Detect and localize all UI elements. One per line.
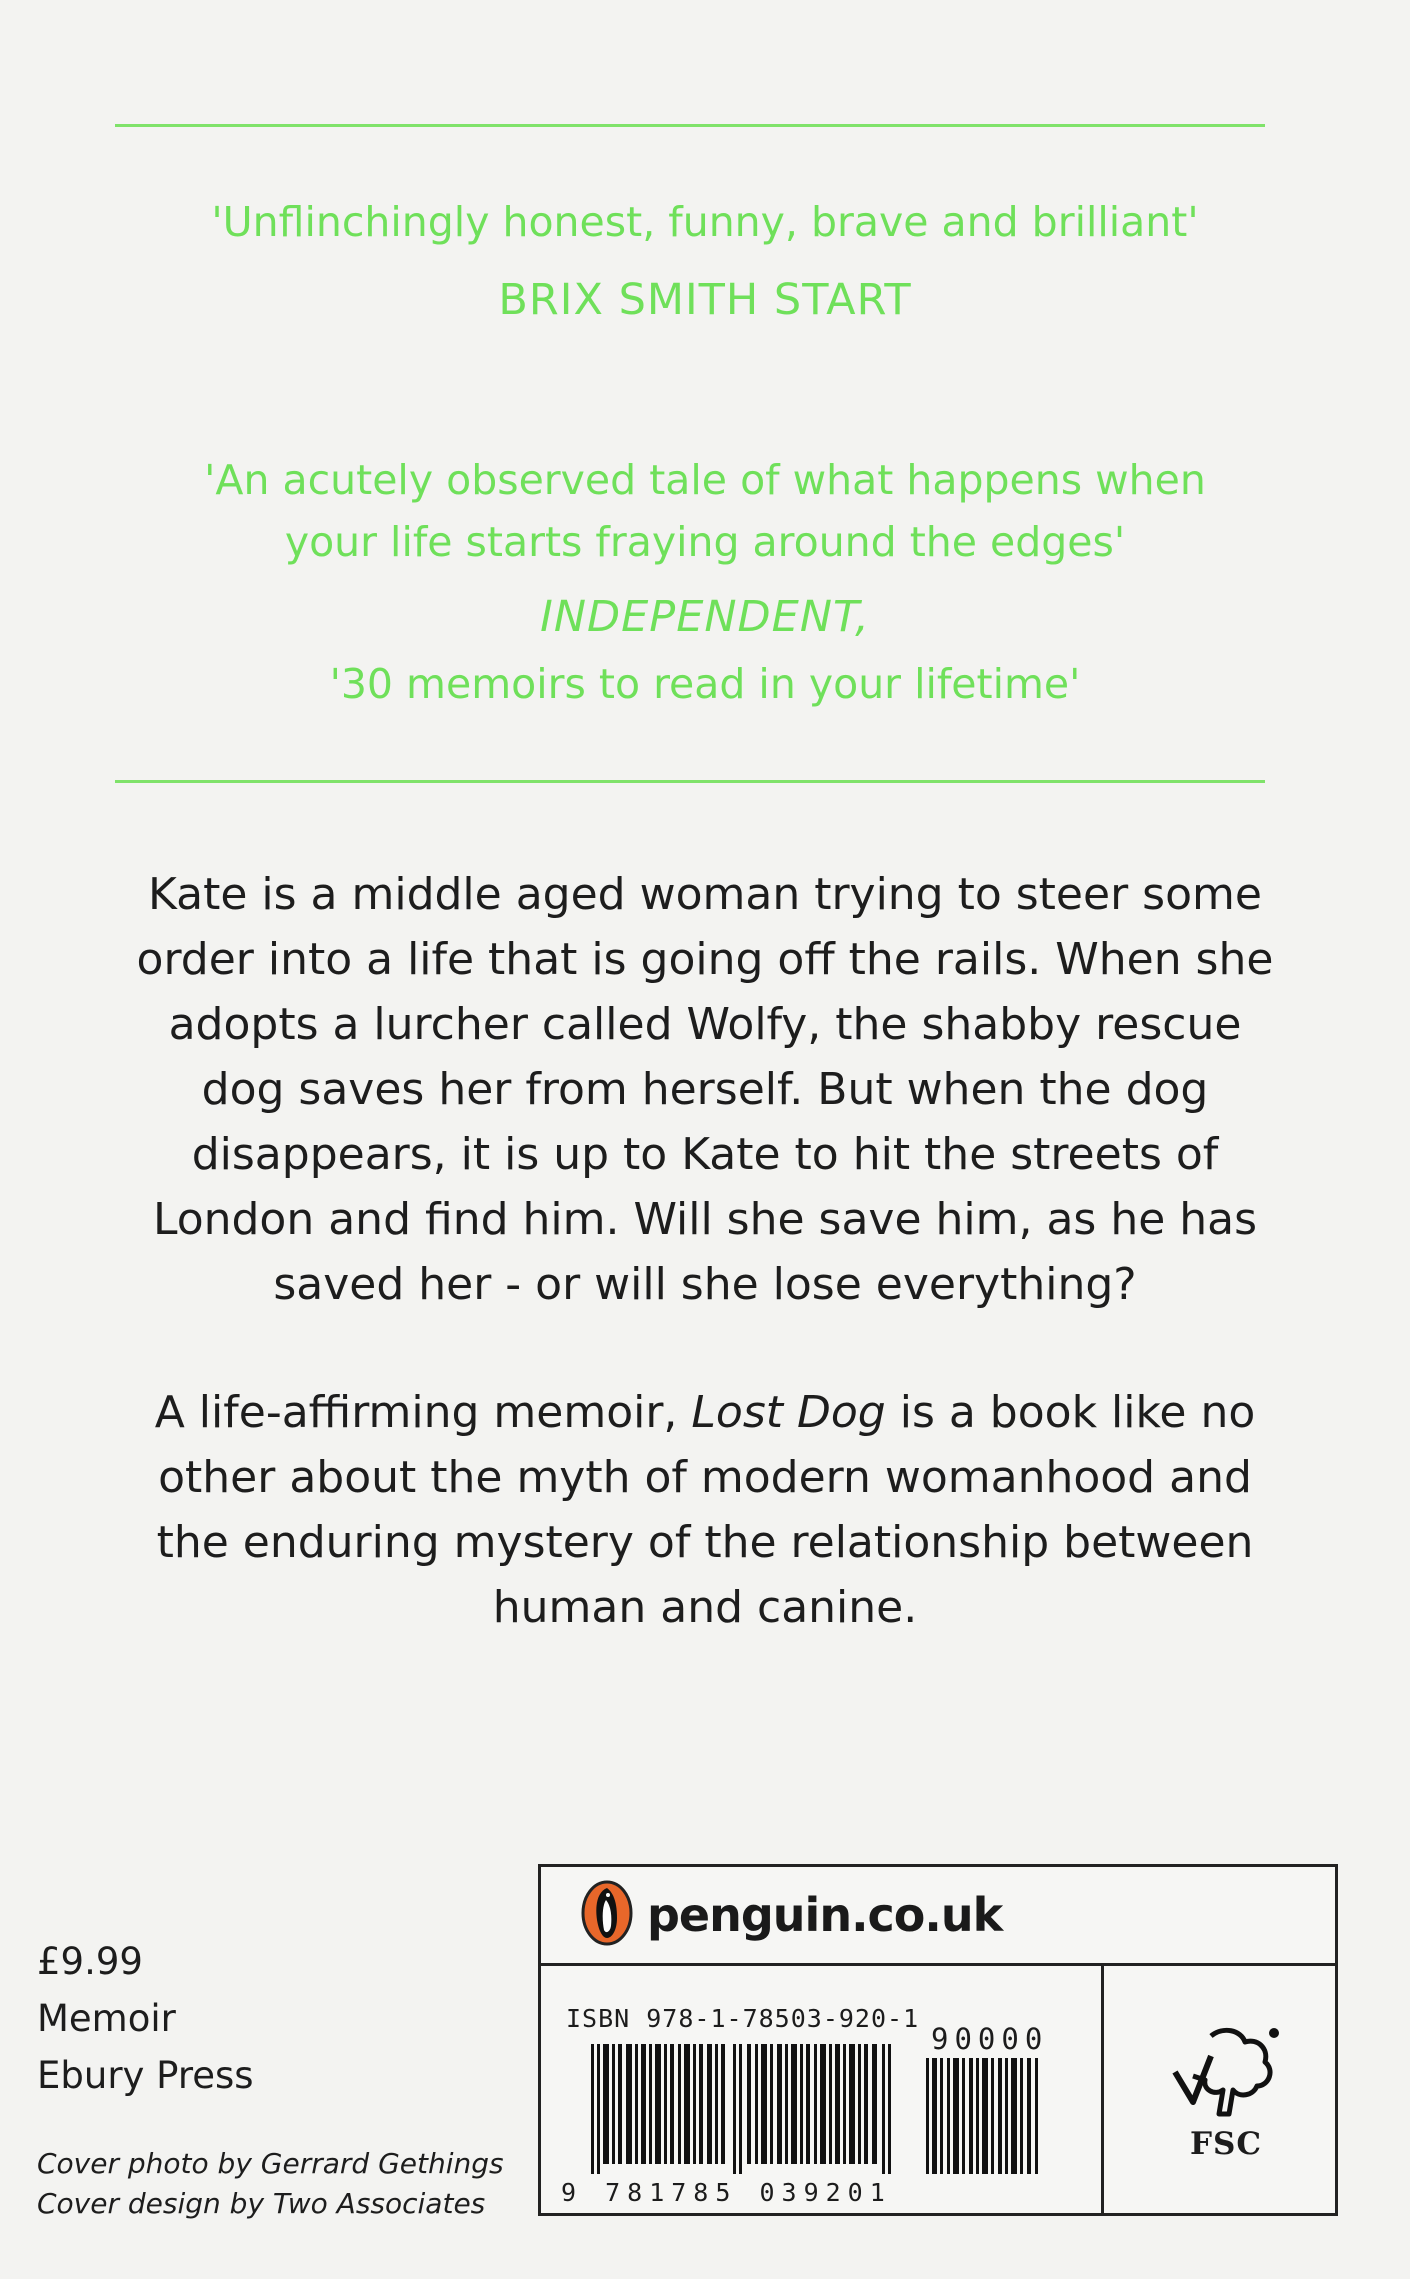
book-title: Lost Dog — [691, 1387, 886, 1438]
blurb-line: other about the myth of modern womanhood and — [158, 1452, 1252, 1503]
bottom-divider — [115, 780, 1265, 783]
barcode-panel — [538, 1864, 1338, 2216]
blurb-line: dog saves her from herself. But when the dog — [201, 1064, 1209, 1115]
panel-divider — [1101, 1966, 1104, 2213]
ean-digits: 9 781785 039201 — [561, 2178, 892, 2207]
blurb-line: adopts a lurcher called Wolfy, the shabby rescue — [168, 999, 1242, 1050]
blurb-paragraph-2 — [120, 1380, 1290, 1640]
quote-1-text: 'Unflinchingly honest, funny, brave and brilliant' — [211, 198, 1199, 246]
book-meta — [37, 1933, 254, 2104]
addon-barcode — [926, 2058, 1041, 2174]
blurb-line: saved her - or will she lose everything? — [273, 1259, 1137, 1310]
blurb-line: human and canine. — [492, 1582, 918, 1633]
category: Memoir — [37, 1997, 176, 2040]
blurb-line: order into a life that is going off the rails. When she — [136, 934, 1274, 985]
blurb-text: A life-affirming memoir, — [154, 1387, 692, 1438]
design-credit: Cover design by Two Associates — [37, 2187, 486, 2220]
penguin-logo-icon — [581, 1880, 633, 1950]
website-link[interactable]: penguin.co.uk — [647, 1888, 1003, 1942]
blurb-paragraph-1 — [120, 862, 1290, 1317]
quote-2-line-1: 'An acutely observed tale of what happens when — [204, 456, 1206, 504]
barcode-area — [541, 1966, 1335, 2213]
blurb-line: London and find him. Will she save him, as he has — [152, 1194, 1258, 1245]
fsc-mark — [1151, 2026, 1301, 2162]
blurb-line: disappears, it is up to Kate to hit the streets of — [191, 1129, 1219, 1180]
cover-credits — [37, 2144, 504, 2224]
blurb-line: Kate is a middle aged woman trying to steer some — [148, 869, 1262, 920]
fsc-label: FSC — [1189, 2126, 1263, 2162]
blurb-line — [120, 1380, 1290, 1445]
blurb-line: the enduring mystery of the relationship between — [156, 1517, 1254, 1568]
addon-digits: 90000 — [931, 2022, 1049, 2056]
quote-2-line-2: your life starts fraying around the edges' — [284, 518, 1126, 566]
isbn-label: ISBN 978-1-78503-920-1 — [566, 2004, 920, 2033]
fsc-tree-icon — [1171, 2026, 1281, 2122]
quote-2-source-note: '30 memoirs to read in your lifetime' — [329, 660, 1081, 708]
publisher: Ebury Press — [37, 2054, 254, 2097]
photo-credit: Cover photo by Gerrard Gethings — [37, 2147, 504, 2180]
ean-barcode — [591, 2044, 891, 2174]
top-divider — [115, 124, 1265, 127]
quote-2-source: INDEPENDENT, — [540, 592, 870, 642]
quote-1-source: BRIX SMITH START — [498, 275, 912, 325]
website-row — [541, 1867, 1335, 1966]
price: £9.99 — [37, 1940, 143, 1983]
blurb-text: is a book like no — [885, 1387, 1256, 1438]
